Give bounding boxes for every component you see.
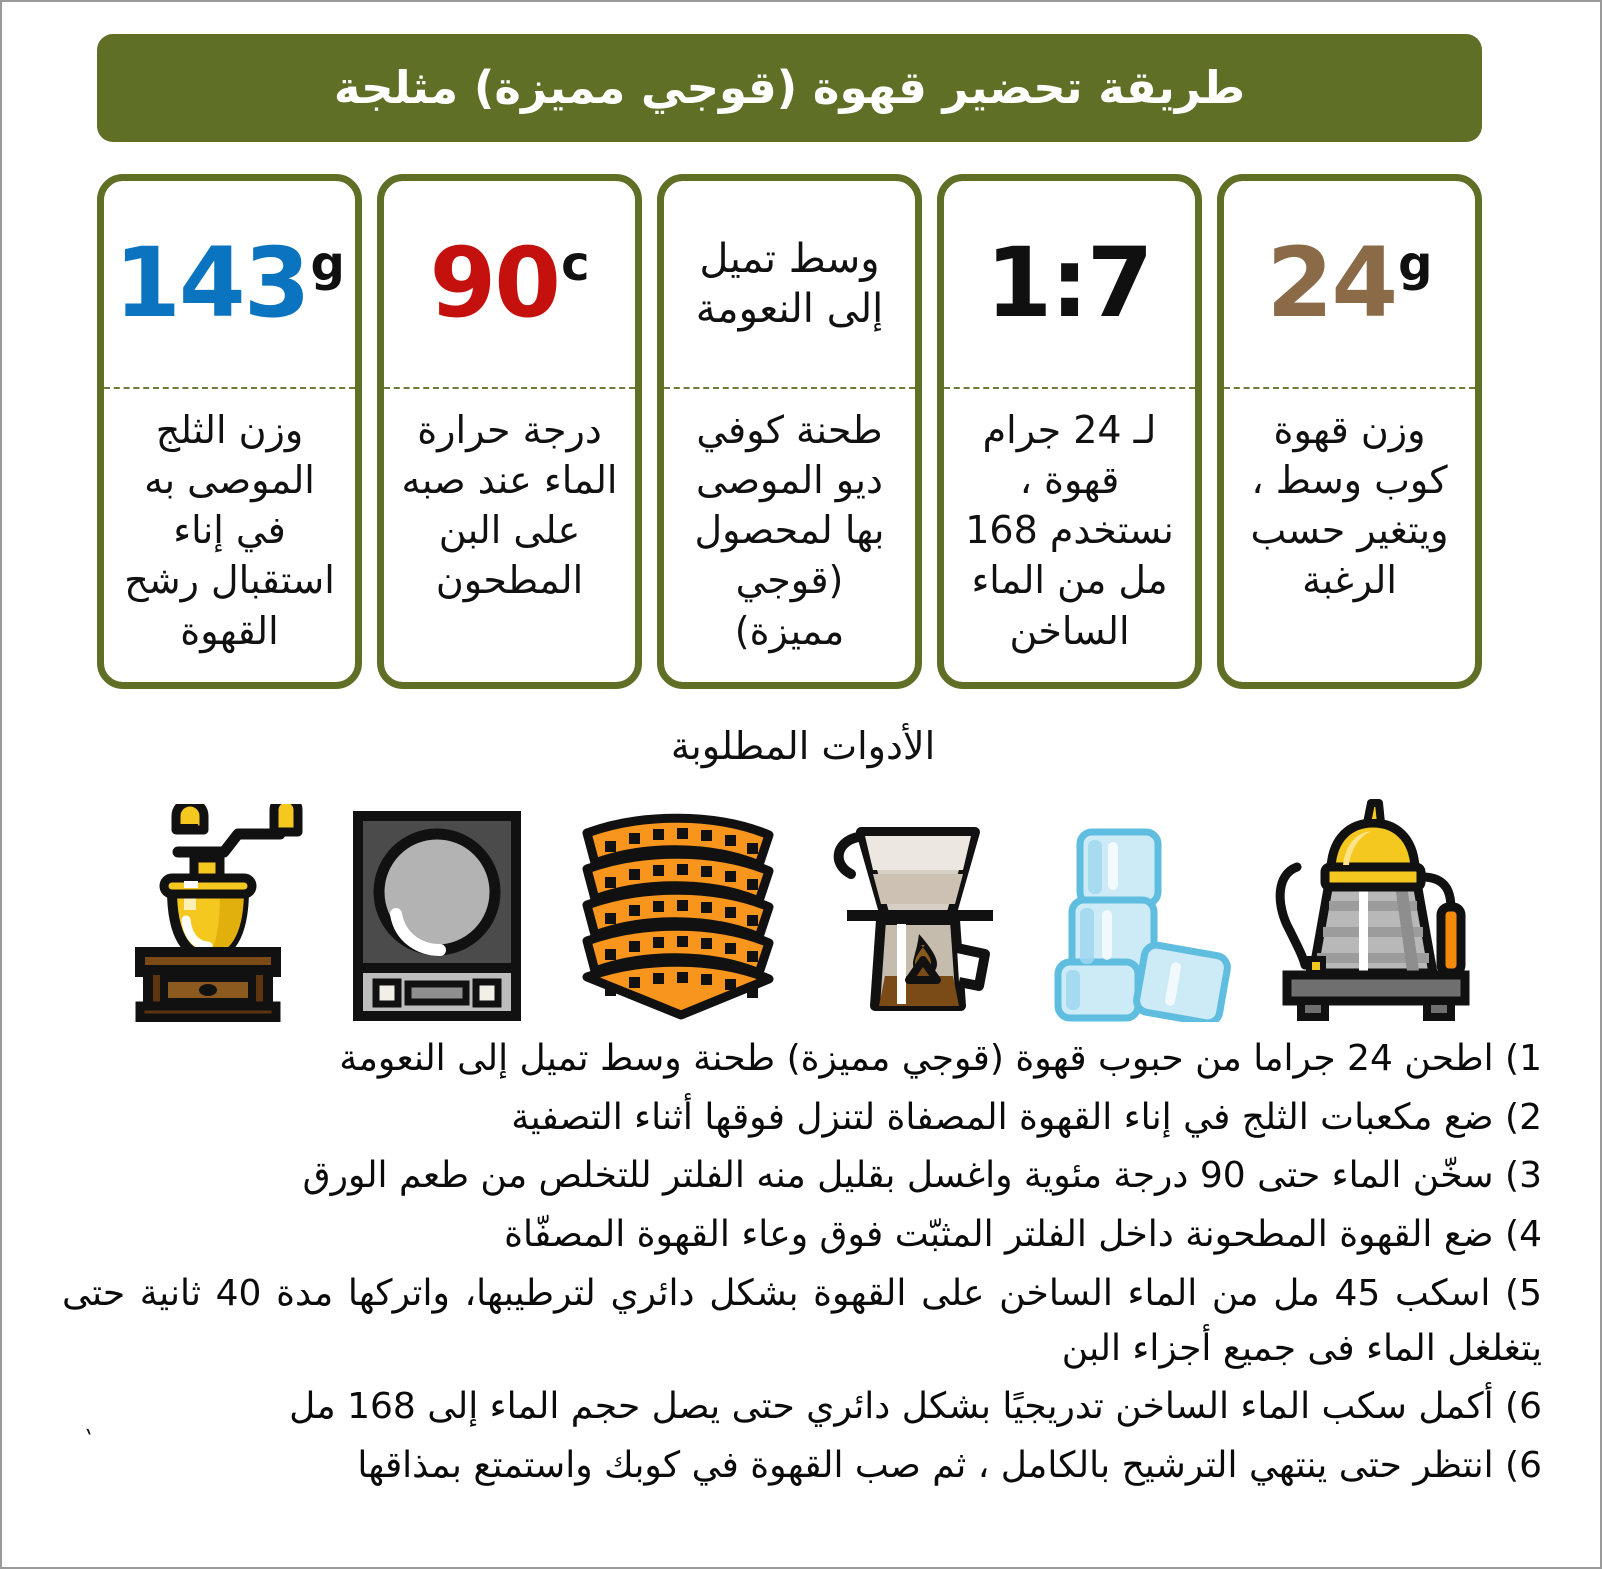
stat-card-grind-size xyxy=(657,174,922,689)
stat-card-caption-area xyxy=(944,389,1195,682)
stat-caption: لـ 24 جرام قهوة ، نستخدم 168 مل من الماء الساخن xyxy=(965,408,1174,653)
stat-value: 24 xyxy=(1266,227,1397,340)
stat-card-value-area xyxy=(1224,181,1475,387)
stat-card-value-area xyxy=(944,181,1195,387)
tool-coffee-grinder xyxy=(102,792,317,1022)
tool-pour-over-dripper xyxy=(801,792,1016,1022)
step-item: 6) انتظر حتى ينتهي الترشيح بالكامل ، ثم صب القهوة في كوبك واستمتع بمذاقها xyxy=(357,1445,1542,1487)
pour-over-dripper-icon xyxy=(809,800,1009,1022)
stat-card-value-area xyxy=(384,181,635,387)
stat-cards-row xyxy=(97,174,1482,689)
stat-card-value-area xyxy=(664,181,915,387)
stat-value: 143 xyxy=(114,227,309,340)
tool-digital-scale xyxy=(335,792,550,1022)
footnote-mark: ` xyxy=(75,1425,98,1459)
stat-card-ice-weight xyxy=(97,174,362,689)
stat-caption: درجة حرارة الماء عند صبه على البن المطحون xyxy=(401,408,618,603)
stat-card-ratio xyxy=(937,174,1202,689)
stat-card-caption-area xyxy=(384,389,635,682)
tool-gooseneck-kettle xyxy=(1267,792,1482,1022)
stat-card-caption-area xyxy=(664,389,915,682)
stat-caption: طحنة كوفي ديو الموصى بها لمحصول (قوجي مميزة) xyxy=(694,408,885,653)
steps-list xyxy=(62,1032,1542,1498)
stat-value: 90 xyxy=(429,227,560,340)
stat-caption: وزن قهوة كوب وسط ، ويتغير حسب الرغبة xyxy=(1250,408,1449,603)
digital-scale-icon xyxy=(348,810,538,1022)
tool-paper-filters xyxy=(568,792,783,1022)
tools-icon-row xyxy=(102,784,1482,1022)
page-title: طريقة تحضير قهوة (قوجي مميزة) مثلجة xyxy=(333,61,1246,115)
step-item: 3) سخّن الماء حتى 90 درجة مئوية واغسل بقليل منه الفلتر للتخلص من طعم الورق xyxy=(302,1155,1542,1197)
stat-unit: c xyxy=(561,236,590,293)
gooseneck-kettle-icon xyxy=(1267,797,1482,1022)
stat-value: وسط تميل إلى النعومة xyxy=(695,236,884,332)
step-item: 2) ضع مكعبات الثلج في إناء القهوة المصفاة لتنزل فوقها أثناء التصفية xyxy=(511,1096,1542,1138)
step-item: 4) ضع القهوة المطحونة داخل الفلتر المثبّت فوق وعاء القهوة المصفّاة xyxy=(504,1214,1542,1256)
header-bar xyxy=(97,34,1482,142)
tools-section-title: الأدوات المطلوبة xyxy=(670,724,936,768)
step-item: 5) اسكب 45 مل من الماء الساخن على القهوة بشكل دائري لترطيبها، واتركها مدة 40 ثانية حتى يتغلغل الماء فى جميع أجزاء البن xyxy=(62,1272,1542,1369)
tool-ice-cubes xyxy=(1034,792,1249,1022)
stat-unit: g xyxy=(310,236,345,293)
stat-unit: g xyxy=(1398,236,1433,293)
stat-card-value-area xyxy=(104,181,355,387)
stat-card-caption-area xyxy=(1224,389,1475,682)
paper-filters-icon xyxy=(571,807,781,1022)
stat-card-caption-area xyxy=(104,389,355,682)
coffee-grinder-icon xyxy=(112,804,307,1022)
stat-card-water-temp xyxy=(377,174,642,689)
stat-value: 1:7 xyxy=(985,227,1152,340)
step-item: 1) اطحن 24 جراما من حبوب قهوة (قوجي مميزة) طحنة وسط تميل إلى النعومة xyxy=(339,1038,1542,1079)
step-item: 6) أكمل سكب الماء الساخن تدريجيًا بشكل دائري حتى يصل حجم الماء إلى 168 مل xyxy=(289,1386,1542,1428)
ice-cubes-icon xyxy=(1042,822,1242,1022)
stat-card-coffee-weight xyxy=(1217,174,1482,689)
stat-caption: وزن الثلج الموصى به في إناء استقبال رشح القهوة xyxy=(124,408,335,653)
